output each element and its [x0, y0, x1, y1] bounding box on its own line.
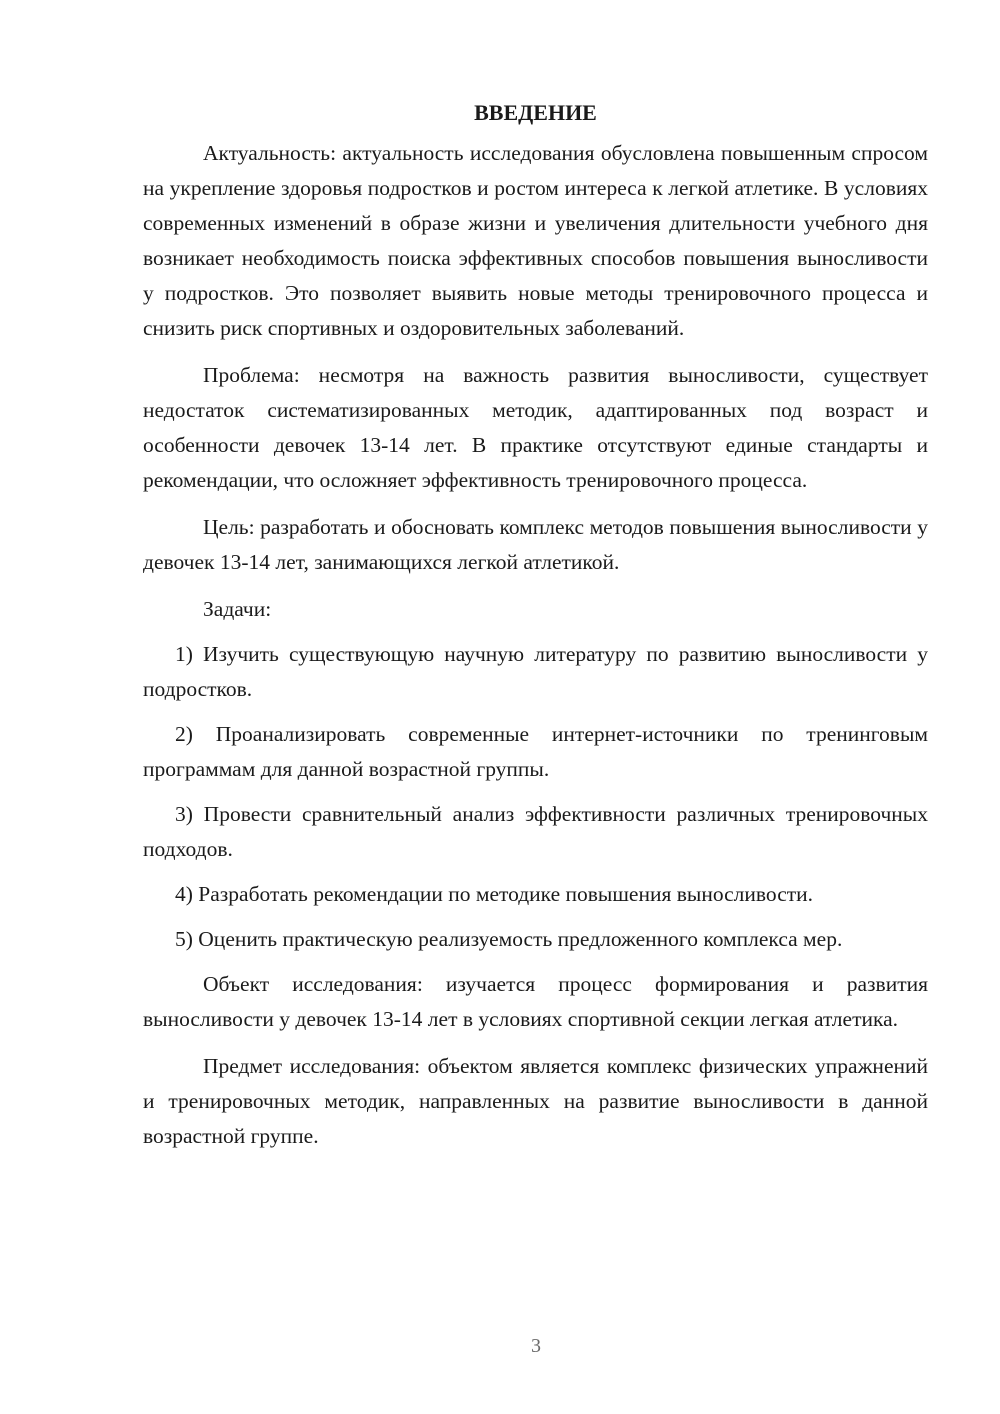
tasks-heading: Задачи:: [203, 597, 272, 621]
task-item-4: 4) Разработать рекомендации по методике повышения выносливости.: [175, 882, 814, 906]
task-item-2: 2) Проанализировать современные интернет-источники по тренинговым программам для данной возрастной группы.: [143, 722, 928, 781]
object-paragraph: Объект исследования: изучается процесс формирования и развития выносливости у девочек 13-14 лет в условиях спортивной секции легкая атлетика.: [143, 972, 928, 1031]
task-item-1: 1) Изучить существующую научную литературу по развитию выносливости у подростков.: [143, 642, 928, 701]
document-body: [143, 95, 928, 1154]
problem-paragraph: Проблема: несмотря на важность развития выносливости, существует недостаток систематизированных методик, адаптированных под возраст и особенности девочек 13-14 лет. В практике отсутствуют единые стандарты и рекомендации, что осложняет эффективность тренировочного процесса.: [143, 363, 928, 492]
goal-paragraph: Цель: разработать и обосновать комплекс методов повышения выносливости у девочек 13-14 лет, занимающихся легкой атлетикой.: [143, 515, 928, 574]
task-item-3: 3) Провести сравнительный анализ эффективности различных тренировочных подходов.: [143, 802, 928, 861]
relevance-paragraph: Актуальность: актуальность исследования обусловлена повышенным спросом на укрепление здоровья подростков и ростом интереса к легкой атлетике. В условиях современных изменений в образе жизни и увеличения длительности учебного дня возникает необходимость поиска эффективных способов повышения выносливости у подростков. Это позволяет выявить новые методы тренировочного процесса и снизить риск спортивных и оздоровительных заболеваний.: [143, 141, 928, 340]
section-title: ВВЕДЕНИЕ: [474, 100, 597, 125]
subject-paragraph: Предмет исследования: объектом является комплекс физических упражнений и тренировочных методик, направленных на развитие выносливости в данной возрастной группе.: [143, 1054, 928, 1148]
task-item-5: 5) Оценить практическую реализуемость предложенного комплекса мер.: [175, 927, 843, 951]
page-number: 3: [531, 1335, 541, 1357]
